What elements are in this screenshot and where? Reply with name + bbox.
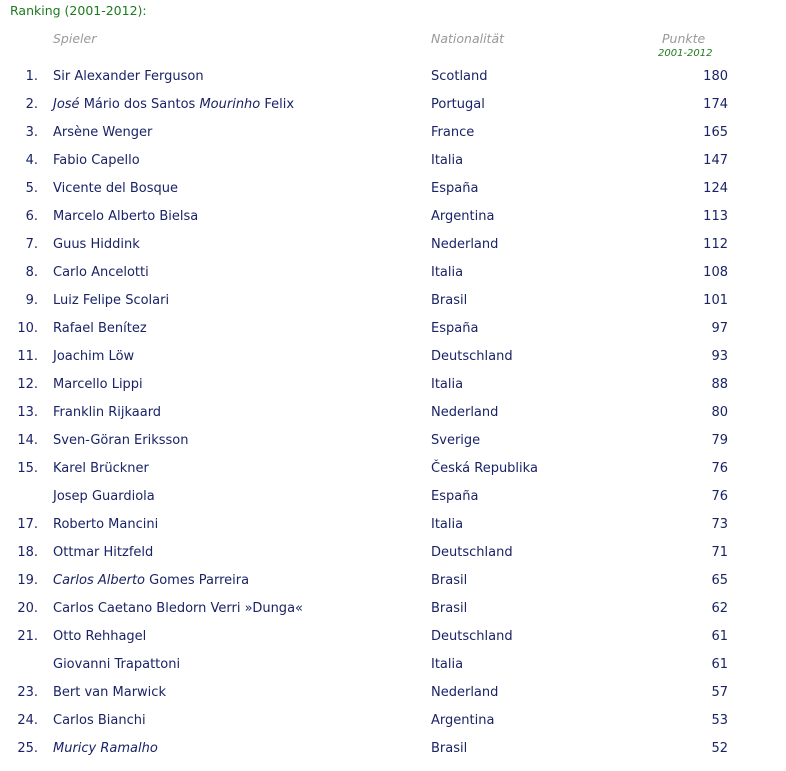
nationality-cell: Deutschland: [431, 629, 513, 644]
player-name-part: Otto Rehhagel: [53, 629, 147, 644]
nationality-cell: Brasil: [431, 601, 468, 616]
player-name-part: Carlos Caetano Bledorn Verri »Dunga«: [53, 601, 303, 616]
points-cell: 174: [703, 97, 728, 112]
points-cell: 61: [711, 657, 728, 672]
table-row: [0, 399, 786, 427]
player-cell: [53, 371, 143, 399]
player-cell: [53, 231, 140, 259]
rank-cell: 14.: [17, 433, 38, 448]
nationality-cell: France: [431, 125, 475, 140]
player-cell: [53, 427, 189, 455]
player-cell: [53, 259, 149, 287]
nationality-cell: Deutschland: [431, 545, 513, 560]
nationality-cell: Italia: [431, 657, 464, 672]
player-name-part: Sir Alexander Ferguson: [53, 69, 204, 84]
player-cell: [53, 595, 303, 623]
nationality-cell: Argentina: [431, 209, 495, 224]
points-cell: 62: [711, 601, 728, 616]
points-cell: 65: [711, 573, 728, 588]
points-cell: 147: [703, 153, 728, 168]
points-cell: 80: [711, 405, 728, 420]
player-name-part: Karel Brückner: [53, 461, 149, 476]
player-name-part: Fabio Capello: [53, 153, 140, 168]
player-cell: [53, 511, 158, 539]
table-row: [0, 371, 786, 399]
rank-cell: 1.: [25, 69, 38, 84]
player-cell: [53, 147, 140, 175]
rank-cell: 9.: [25, 293, 38, 308]
player-name-part: Arsène Wenger: [53, 125, 153, 140]
player-cell: [53, 119, 152, 147]
nationality-cell: Sverige: [431, 433, 481, 448]
player-name-part: Carlos Alberto: [53, 573, 146, 588]
nationality-cell: Italia: [431, 265, 464, 280]
player-name-part: Mourinho: [199, 97, 261, 112]
nationality-cell: España: [431, 181, 479, 196]
table-row: [0, 567, 786, 595]
player-cell: [53, 539, 153, 567]
nationality-cell: España: [431, 321, 479, 336]
points-cell: 93: [711, 349, 728, 364]
player-name-part: Luiz Felipe Scolari: [53, 293, 170, 308]
table-row: [0, 343, 786, 371]
player-name-part: Marcello Lippi: [53, 377, 143, 392]
player-cell: [53, 455, 149, 483]
points-cell: 76: [711, 461, 728, 476]
player-cell: [53, 91, 294, 119]
column-header-points-period: 2001-2012: [658, 48, 713, 59]
player-name-part: Guus Hiddink: [53, 237, 140, 252]
nationality-cell: Italia: [431, 377, 464, 392]
table-row: [0, 623, 786, 651]
table-row: [0, 735, 786, 763]
points-cell: 76: [711, 489, 728, 504]
rank-cell: 4.: [25, 153, 38, 168]
player-cell: [53, 175, 178, 203]
column-header-nationality: Nationalität: [431, 31, 505, 46]
table-row: [0, 707, 786, 735]
nationality-cell: Portugal: [431, 97, 485, 112]
nationality-cell: Brasil: [431, 741, 468, 756]
player-name-part: Carlos Bianchi: [53, 713, 146, 728]
table-row: [0, 315, 786, 343]
player-cell: [53, 63, 204, 91]
player-name-part: Marcelo Alberto Bielsa: [53, 209, 199, 224]
player-cell: [53, 651, 180, 679]
player-cell: [53, 315, 147, 343]
rank-cell: 24.: [17, 713, 38, 728]
nationality-cell: Brasil: [431, 293, 468, 308]
player-name-part: Bert van Marwick: [53, 685, 166, 700]
points-cell: 79: [711, 433, 728, 448]
rank-cell: 12.: [17, 377, 38, 392]
points-cell: 124: [703, 181, 728, 196]
points-cell: 97: [711, 321, 728, 336]
table-row: [0, 287, 786, 315]
player-cell: [53, 399, 161, 427]
points-cell: 71: [711, 545, 728, 560]
player-cell: [53, 623, 146, 651]
rank-cell: 11.: [17, 349, 38, 364]
points-cell: 73: [711, 517, 728, 532]
table-row: [0, 119, 786, 147]
rank-cell: 2.: [25, 97, 38, 112]
table-row: [0, 511, 786, 539]
rank-cell: 15.: [17, 461, 38, 476]
player-name-part: José: [53, 97, 80, 112]
points-cell: 88: [711, 377, 728, 392]
rank-cell: 21.: [17, 629, 38, 644]
rank-cell: 6.: [25, 209, 38, 224]
player-cell: [53, 707, 146, 735]
nationality-cell: Deutschland: [431, 349, 513, 364]
nationality-cell: Brasil: [431, 573, 468, 588]
table-row: [0, 427, 786, 455]
player-name-part: Vicente del Bosque: [53, 181, 178, 196]
rank-cell: 17.: [17, 517, 38, 532]
player-cell: [53, 679, 166, 707]
nationality-cell: Argentina: [431, 713, 495, 728]
table-row: [0, 455, 786, 483]
table-row: [0, 679, 786, 707]
points-cell: 101: [703, 293, 728, 308]
points-cell: 165: [703, 125, 728, 140]
rank-cell: 19.: [17, 573, 38, 588]
points-cell: 52: [711, 741, 728, 756]
player-cell: [53, 483, 155, 511]
points-cell: 108: [703, 265, 728, 280]
rank-cell: 20.: [17, 601, 38, 616]
player-name-part: Rafael Benítez: [53, 321, 147, 336]
table-row: [0, 483, 786, 511]
player-cell: [53, 567, 249, 595]
table-row: [0, 63, 786, 91]
player-cell: [53, 343, 134, 371]
player-name-part: Carlo Ancelotti: [53, 265, 149, 280]
rank-cell: 25.: [17, 741, 38, 756]
points-cell: 57: [711, 685, 728, 700]
nationality-cell: Česká Republika: [431, 461, 538, 476]
player-name-part: Felix: [260, 97, 295, 112]
rank-cell: 7.: [25, 237, 38, 252]
points-cell: 53: [711, 713, 728, 728]
player-name-part: Giovanni Trapattoni: [53, 657, 181, 672]
player-cell: [53, 735, 158, 763]
nationality-cell: España: [431, 489, 479, 504]
column-header-points: Punkte: [662, 31, 706, 46]
table-row: [0, 147, 786, 175]
points-cell: 113: [703, 209, 728, 224]
player-name-part: Muricy Ramalho: [53, 741, 158, 756]
nationality-cell: Nederland: [431, 237, 499, 252]
table-row: [0, 231, 786, 259]
rank-cell: 8.: [25, 265, 38, 280]
ranking-table: [0, 63, 786, 763]
table-row: [0, 595, 786, 623]
player-name-part: Roberto Mancini: [53, 517, 159, 532]
player-cell: [53, 203, 198, 231]
page-title: Ranking (2001-2012):: [10, 3, 147, 18]
nationality-cell: Scotland: [431, 69, 488, 84]
nationality-cell: Nederland: [431, 685, 499, 700]
player-name-part: Gomes Parreira: [145, 573, 250, 588]
player-name-part: Josep Guardiola: [53, 489, 155, 504]
player-name-part: Franklin Rijkaard: [53, 405, 162, 420]
nationality-cell: Italia: [431, 153, 464, 168]
rank-cell: 5.: [25, 181, 38, 196]
table-row: [0, 651, 786, 679]
rank-cell: 13.: [17, 405, 38, 420]
table-row: [0, 175, 786, 203]
rank-cell: 3.: [25, 125, 38, 140]
table-row: [0, 203, 786, 231]
nationality-cell: Italia: [431, 517, 464, 532]
table-row: [0, 539, 786, 567]
points-cell: 180: [703, 69, 728, 84]
player-name-part: Joachim Löw: [53, 349, 135, 364]
table-row: [0, 259, 786, 287]
column-header-player: Spieler: [53, 31, 97, 46]
player-cell: [53, 287, 169, 315]
rank-cell: 18.: [17, 545, 38, 560]
points-cell: 112: [703, 237, 728, 252]
rank-cell: 10.: [17, 321, 38, 336]
rank-cell: 23.: [17, 685, 38, 700]
player-name-part: Ottmar Hitzfeld: [53, 545, 154, 560]
points-cell: 61: [711, 629, 728, 644]
player-name-part: Sven-Göran Eriksson: [53, 433, 189, 448]
player-name-part: Mário dos Santos: [79, 97, 200, 112]
table-row: [0, 91, 786, 119]
nationality-cell: Nederland: [431, 405, 499, 420]
